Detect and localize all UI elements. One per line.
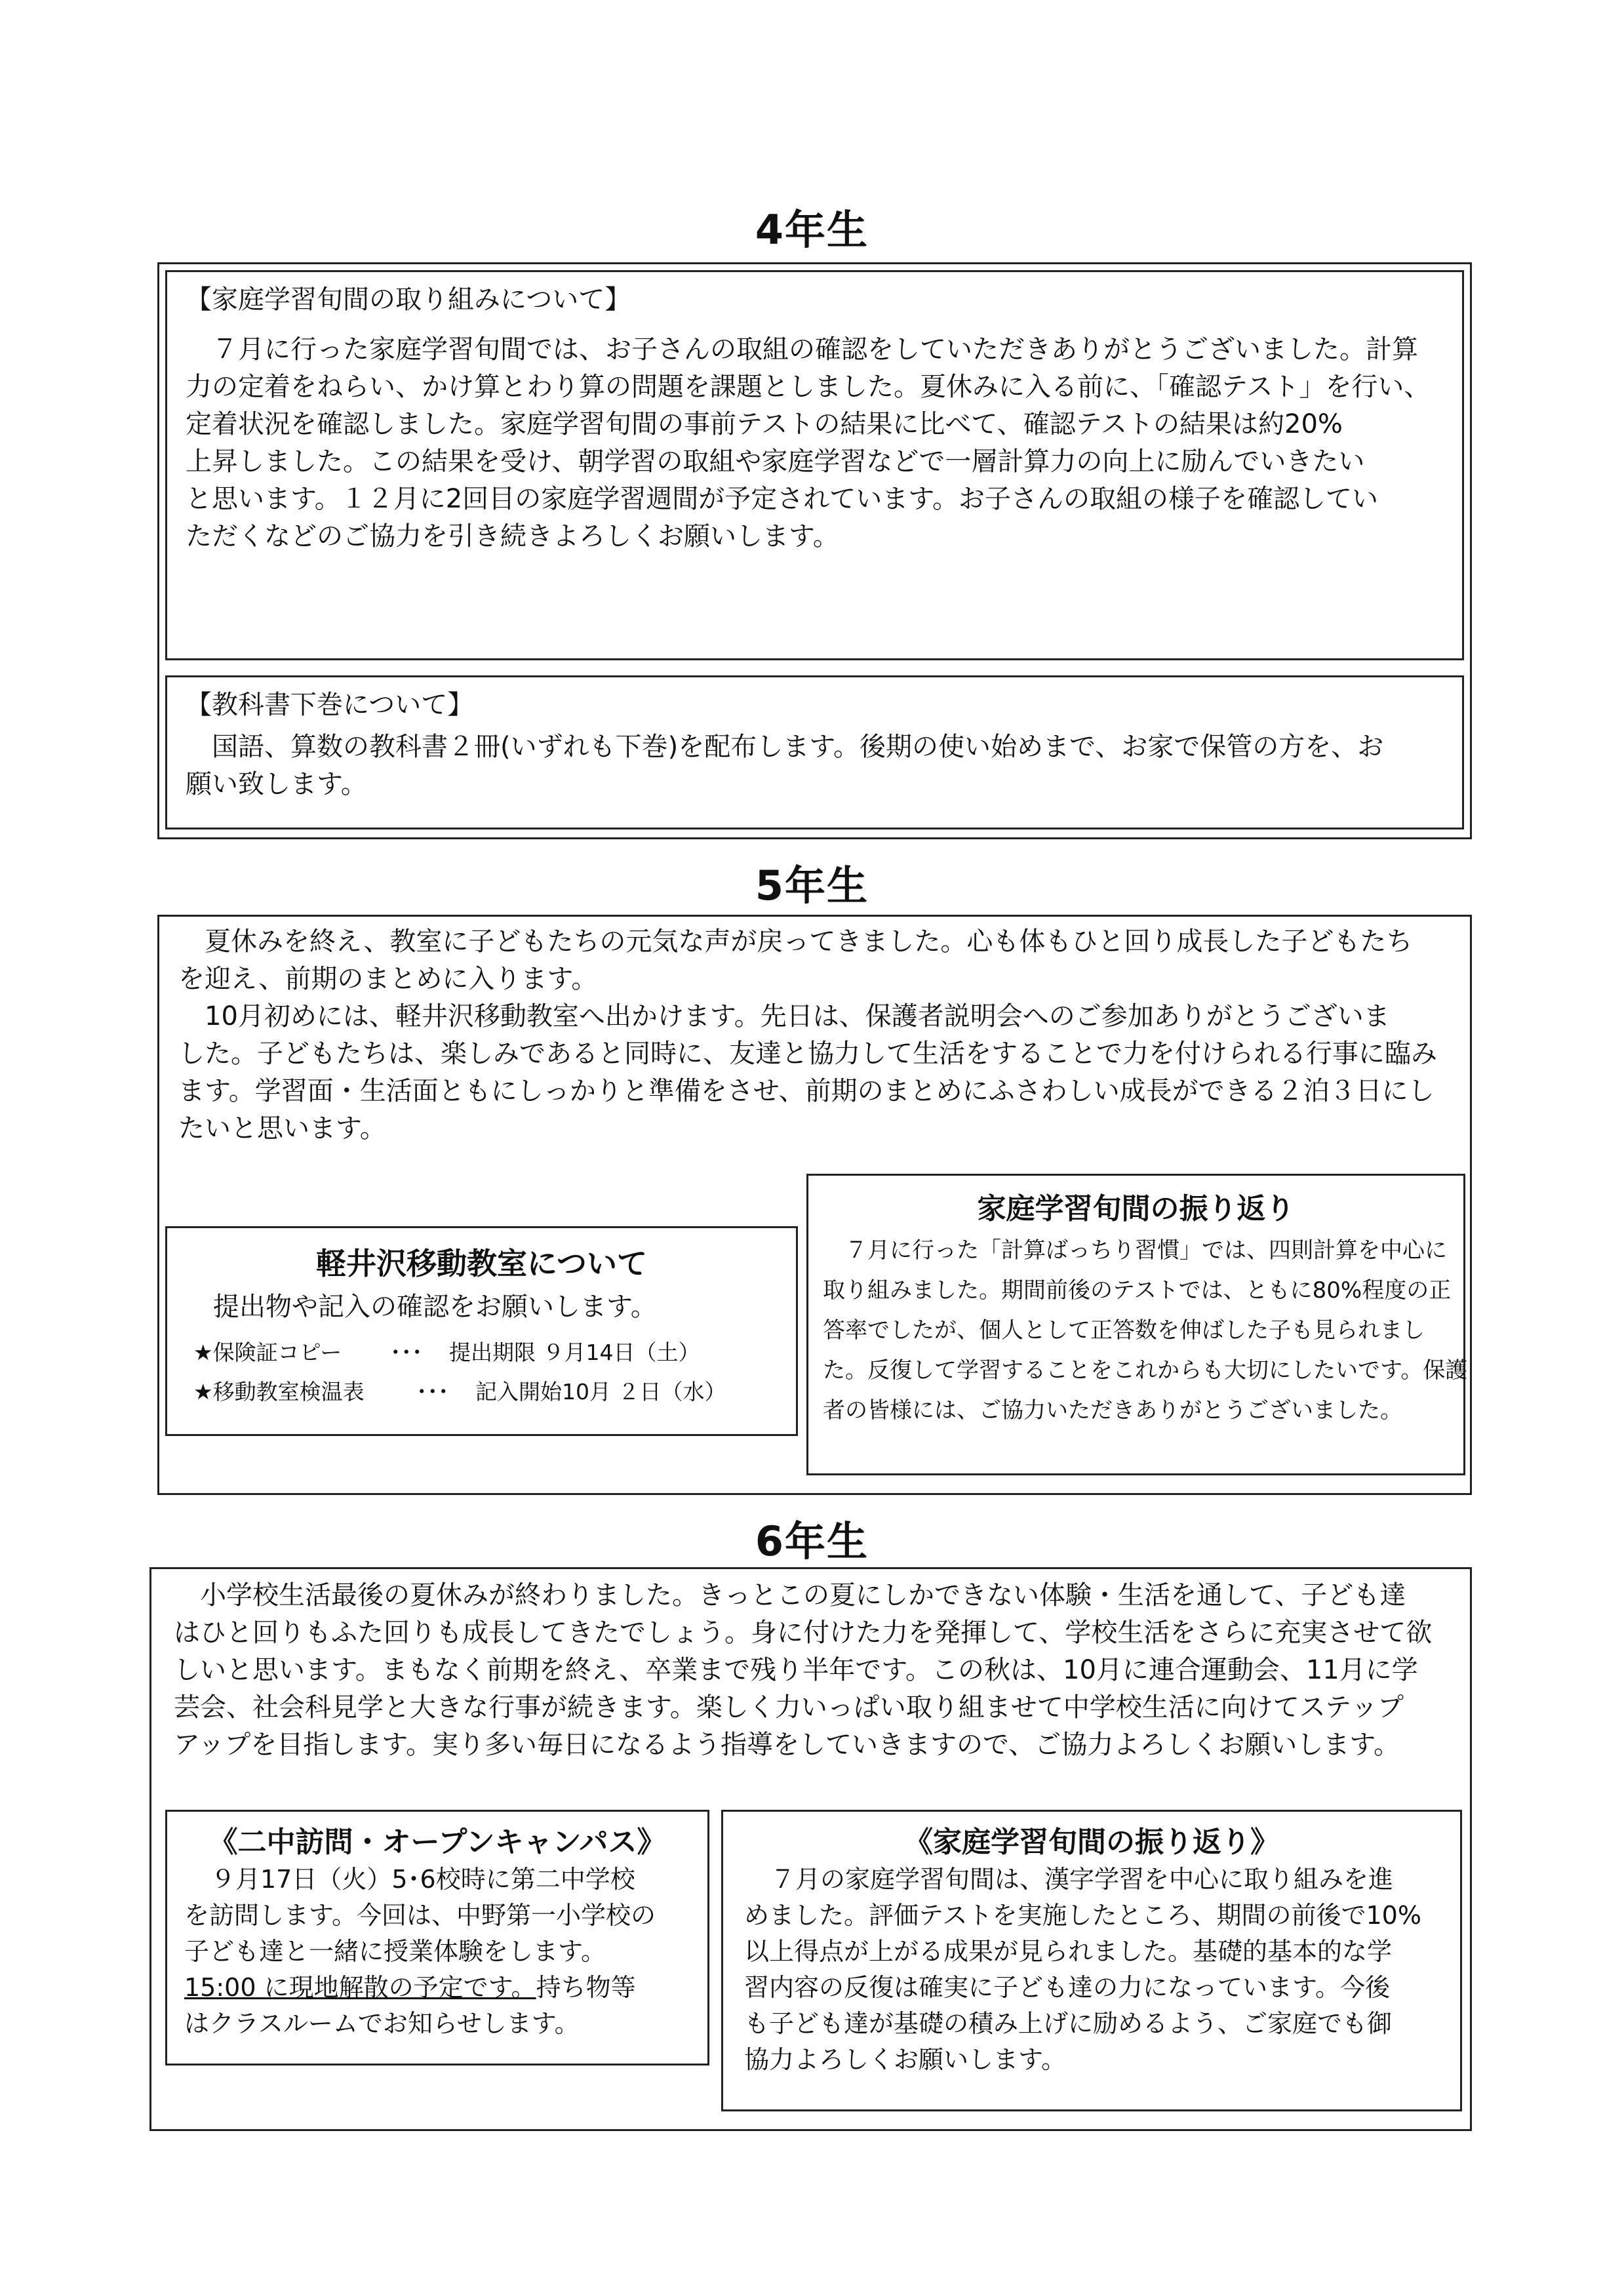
- grade4-home-study-line: 定着状況を確認しました。家庭学習旬間の事前テストの結果に比べて、確認テストの結果は約20%: [186, 409, 1343, 439]
- grade4-home-study-heading: 【家庭学習旬間の取り組みについて】: [186, 285, 631, 315]
- grade5-intro-line: 夏休みを終え、教室に子どもたちの元気な声が戻ってきました。心も体もひと回り成長した子どもたち: [205, 927, 1413, 957]
- karuizawa-box: [165, 1226, 798, 1436]
- grade4-home-study-line: 上昇しました。この結果を受け、朝学習の取組や家庭学習などで一層計算力の向上に励んでいきたい: [186, 447, 1365, 477]
- grade6-review-line: 協力よろしくお願いします。: [744, 2045, 1066, 2074]
- grade6-intro: [174, 1577, 1462, 1764]
- karuizawa-item: ★移動教室検温表 ･･･ 記入開始10月 ２日（水）: [193, 1379, 726, 1405]
- visit-line: はクラスルームでお知らせします。: [184, 2009, 580, 2038]
- grade6-review-line: も子ども達が基礎の積み上げに励めるよう、ご家庭でも御: [744, 2009, 1393, 2038]
- grade5-intro-line: たいと思います。: [178, 1113, 386, 1144]
- karuizawa-item: ★保険証コピー ･･･ 提出期限 ９月14日（土）: [193, 1340, 700, 1365]
- grade5-review-line: ７月に行った「計算ばっちり習慣」では、四則計算を中心に: [845, 1237, 1447, 1264]
- visit-line: ９月17日（火）5･6校時に第二中学校: [210, 1865, 635, 1894]
- grade4-home-study-line: 力の定着をねらい、かけ算とわり算の問題を課題としました。夏休みに入る前に、「確認テスト」を行い、: [186, 372, 1431, 402]
- visit-line: 子ども達と一緒に授業体験をします。: [184, 1937, 606, 1966]
- grade6-review-box: [721, 1810, 1462, 2111]
- grade4-home-study-line: ７月に行った家庭学習旬間では、お子さんの取組の確認をしていただきありがとうございました。計算: [212, 334, 1418, 365]
- grade5-intro-line: 10月初めには、軽井沢移動教室へ出かけます。先日は、保護者説明会へのご参加ありがとうございま: [205, 1001, 1390, 1031]
- karuizawa-heading: 軽井沢移動教室について: [315, 1246, 648, 1281]
- grade5-intro: [178, 923, 1463, 1148]
- grade6-review-line: 以上得点が上がる成果が見られました。基礎的基本的な学: [744, 1937, 1393, 1966]
- grade6-review-line: 習内容の反復は確実に子ども達の力になっています。今後: [744, 1973, 1390, 2002]
- grade6-intro-line: アップを目指します。実り多い毎日になるよう指導をしていきますので、ご協力よろしくお願いします。: [174, 1730, 1400, 1760]
- grade5-review-line: た。反復して学習することをこれからも大切にしたいです。保護: [823, 1357, 1468, 1384]
- grade5-review-heading: 家庭学習旬間の振り返り: [977, 1192, 1295, 1226]
- grade4-textbook-line: 国語、算数の教科書２冊(いずれも下巻)を配布します。後期の使い始めまで、お家で保管の方を、お: [212, 732, 1384, 762]
- grade6-intro-line: しいと思います。まもなく前期を終え、卒業まで残り半年です。この秋は、10月に連合運動会、11月に学: [174, 1655, 1418, 1685]
- grade6-intro-line: 芸会、社会科見学と大きな行事が続きます。楽しく力いっぱい取り組ませて中学校生活に向けてステップ: [174, 1692, 1404, 1723]
- grade5-review-box: [806, 1174, 1468, 1475]
- grade6-review-line: ７月の家庭学習旬間は、漢字学習を中心に取り組みを進: [770, 1865, 1394, 1894]
- grade4-home-study-line: ただくなどのご協力を引き続きよろしくお願いします。: [186, 521, 839, 551]
- grade4-textbook-line: 願い致します。: [186, 769, 367, 799]
- grade6-review-line: めました。評価テストを実施したところ、期間の前後で10%: [744, 1901, 1421, 1930]
- grade5-intro-line: を迎え、前期のまとめに入ります。: [178, 964, 598, 994]
- karuizawa-items: [193, 1333, 770, 1412]
- grade6-intro-line: 小学校生活最後の夏休みが終わりました。きっとこの夏にしかできない体験・生活を通して、子ども達: [200, 1580, 1406, 1610]
- visit-dismissal-time: 15:00 に現地解散の予定です。: [184, 1973, 536, 2002]
- grade4-home-study-box: [165, 270, 1464, 660]
- grade4-title: 4年生: [755, 206, 869, 254]
- visit-line: 15:00 に現地解散の予定です。持ち物等: [184, 1973, 636, 2002]
- grade6-intro-line: はひと回りもふた回りも成長してきたでしょう。身に付けた力を発揮して、学校生活をさらに充実させて欲: [174, 1618, 1433, 1648]
- karuizawa-note: 提出物や記入の確認をお願いします。: [213, 1292, 657, 1322]
- grade5-intro-line: した。子どもたちは、楽しみであると同時に、友達と協力して生活をすることで力を付けられる行事に臨み: [178, 1039, 1437, 1069]
- grade5-review-line: 答率でしたが、個人として正答数を伸ばした子も見られまし: [823, 1317, 1425, 1344]
- grade6-review-heading: 《家庭学習旬間の振り返り》: [904, 1826, 1279, 1859]
- grade6-title: 6年生: [755, 1517, 869, 1565]
- grade4-home-study-line: と思います。１２月に2回目の家庭学習週間が予定されています。お子さんの取組の様子を確認してい: [186, 484, 1379, 514]
- visit-line: を訪問します。今回は、中野第一小学校の: [184, 1901, 656, 1930]
- grade4-textbook-box: [165, 675, 1464, 829]
- visit-box: [165, 1810, 709, 2066]
- grade4-textbook-heading: 【教科書下巻について】: [186, 690, 474, 720]
- grade5-review-line: 取り組みました。期間前後のテストでは、ともに80%程度の正: [823, 1277, 1452, 1304]
- grade5-intro-line: ます。学習面・生活面ともにしっかりと準備をさせ、前期のまとめにふさわしい成長ができる２泊３日にし: [178, 1076, 1435, 1106]
- visit-heading: 《二中訪問・オープンキャンパス》: [208, 1826, 666, 1859]
- grade5-title: 5年生: [755, 862, 869, 909]
- grade5-review-line: 者の皆様には、ご協力いただきありがとうございました。: [823, 1397, 1402, 1424]
